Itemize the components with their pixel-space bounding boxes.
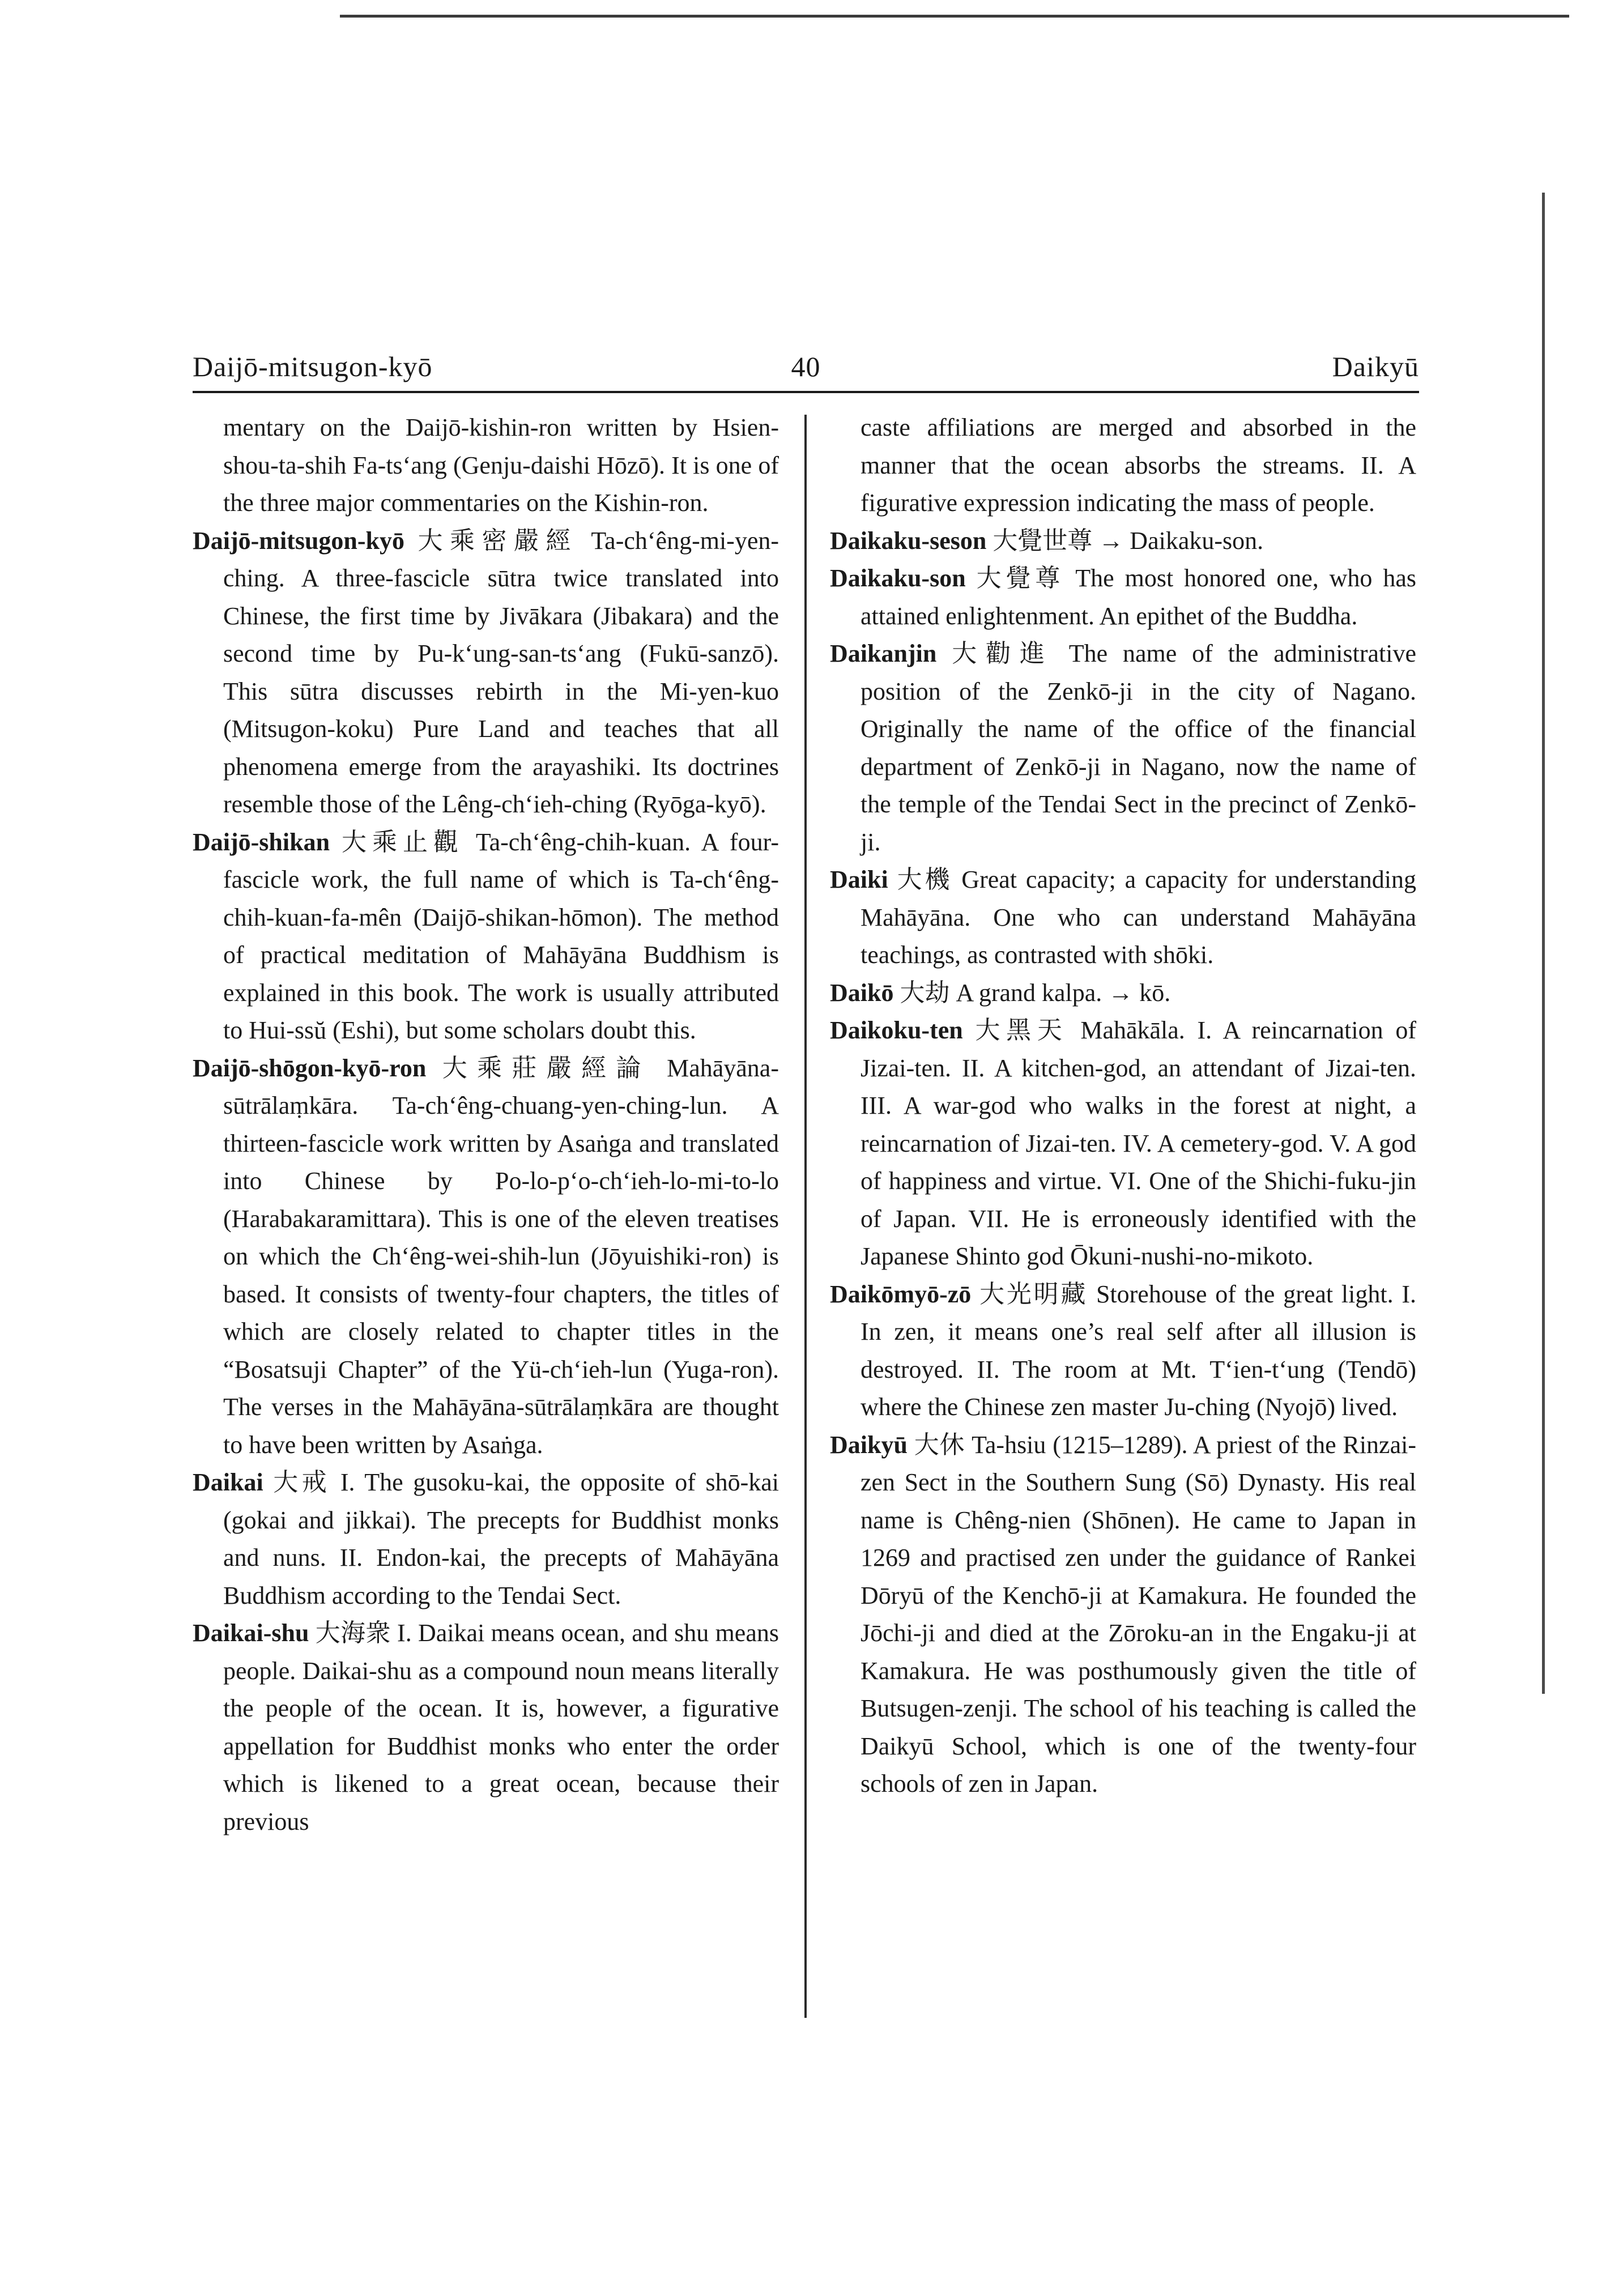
dictionary-entry [193,824,779,1050]
entry-headword: Daikyū [830,1430,908,1459]
dictionary-page [193,340,1419,2096]
entry-headword: Daijō-mitsugon-kyō [193,526,405,555]
column-divider [804,415,807,2018]
entry-headword: Daikaku-seson [830,526,987,555]
running-head-right: Daikyū [1332,351,1419,382]
scan-border-right [1542,193,1545,1694]
running-head-left: Daijō-mitsugon-kyō [193,351,433,382]
entry-headword: Daikōmyō-zō [830,1280,972,1308]
entry-text: 大黑天 Mahākāla. I. A reincarnation of Jizai-ten. II. A kitchen-god, an attendant of Jizai-ten. III. A war-god who walks in the forest at night, a reincarnation of Jizai-ten. IV. A cemetery-god. V. A god of happiness and virtue. VI. One of the Shichi-fuku-jin of Japan. VII. He is erroneously identified with the Japanese Shinto god Ōkuni-nushi-no-mikoto. [861,1016,1417,1270]
entry-text: 大勸進 The name of the administrative position of the Zenkō-ji in the city of Nagano. Originally the name of the office of the financial department of Zenkō-ji in Nagano, now the name of the temple of the Tendai Sect in the precinct of Zenkō-ji. [861,640,1417,856]
dictionary-entry [193,522,779,824]
entry-text: 大乘莊嚴經論 Mahāyāna-sūtrālaṃkāra. Ta-ch‘êng-chuang-yen-ching-lun. A thirteen-fascicle work written by Asaṅga and translated into Chinese by Po-lo-p‘o-ch‘ieh-lo-mi-to-lo (Harabakaramittara). This is one of the eleven treatises on which the Ch‘êng-wei-shih-lun (Jōyuishiki-ron) is based. It consists of twenty-four chapters, the titles of which are closely related to chapter titles in the “Bosatsuji Chapter” of the Yü-ch‘ieh-lun (Yuga-ron). The verses in the Mahāyāna-sūtrālaṃkāra are thought to have been written by Asaṅga. [223,1054,779,1459]
dictionary-entry [193,1050,779,1464]
dictionary-entry [830,1276,1416,1426]
entry-text: mentary on the Daijō-kishin-ron written by Hsien-shou-ta-shih Fa-ts‘ang (Genju-daishi Hōzō). It is one of the three major commentaries on the Kishin-ron. [223,414,779,517]
entry-headword: Daikoku-ten [830,1016,963,1044]
entry-text: 大海衆 I. Daikai means ocean, and shu means people. Daikai-shu as a compound noun means literally the people of the ocean. It is, however, a figurative appellation for Buddhist monks who enter the order which is likened to a great ocean, because their previous [223,1619,779,1835]
entry-continuation [830,409,1416,522]
entry-headword: Daikai-shu [193,1619,309,1647]
entry-text: 大戒 I. The gusoku-kai, the opposite of shō-kai (gokai and jikkai). The precepts for Buddhist monks and nuns. II. Endon-kai, the precepts of Mahāyāna Buddhism according to the Tendai Sect. [223,1468,779,1609]
entry-text: 大光明藏 Storehouse of the great light. I. In zen, it means one’s real self after all illusion is destroyed. II. The room at Mt. T‘ien-t‘ung (Tendō) where the Chinese zen master Ju-ching (Nyojō) lived. [861,1280,1417,1421]
entry-headword: Daiki [830,866,888,893]
entry-headword: Daikanjin [830,640,937,667]
dictionary-entry [193,1464,779,1615]
page-number: 40 [791,351,821,382]
dictionary-entry [830,974,1416,1012]
entry-text: 大乘止觀 Ta-ch‘êng-chih-kuan. A four-fascicle work, the full name of which is Ta-ch‘êng-chih-kuan-fa-mên (Daijō-shikan-hōmon). The method of practical meditation of Mahāyāna Buddhism is explained in this book. The work is usually attributed to Hui-ssŭ (Eshi), but some scholars doubt this. [223,828,779,1044]
text-columns [193,409,1419,2080]
running-head [193,340,1419,393]
entry-headword: Daikō [830,978,894,1007]
entry-text: 大乘密嚴經 Ta-ch‘êng-mi-yen-ching. A three-fascicle sūtra twice translated into Chinese, the first time by Jivākara (Jibakara) and the second time by Pu-k‘ung-san-ts‘ang (Fukū-sanzō). This sūtra discusses rebirth in the Mi-yen-kuo (Mitsugon-koku) Pure Land and teaches that all phenomena emerge from the arayashiki. Its doctrines resemble those of the Lêng-ch‘ieh-ching (Ryōga-kyō). [223,526,779,818]
entry-headword: Daijō-shikan [193,828,330,856]
entry-text: 大機 Great capacity; a capacity for understanding Mahāyāna. One who can understand Mahāyāna teachings, as contrasted with shōki. [861,866,1417,969]
entry-headword: Daikaku-son [830,564,966,592]
entry-text: caste affiliations are merged and absorbed in the manner that the ocean absorbs the streams. II. A figurative expression indicating the mass of people. [861,414,1416,517]
dictionary-entry [830,1012,1416,1276]
entry-text: 大劫 A grand kalpa. → kō. [900,978,1171,1007]
dictionary-entry [830,522,1416,560]
left-column [193,409,779,2080]
entry-continuation [193,409,779,522]
dictionary-entry [193,1615,779,1841]
dictionary-entry [830,861,1416,974]
dictionary-entry [830,560,1416,635]
entry-text: 大休 Ta-hsiu (1215–1289). A priest of the Rinzai-zen Sect in the Southern Sung (Sō) Dynasty. His real name is Chêng-nien (Shōnen). He came to Japan in 1269 and practised zen under the guidance of Rankei Dōryū of the Kenchō-ji at Kamakura. He founded the Jōchi-ji and died at the Zōroku-an in the Engaku-ji at Kamakura. He was posthumously given the title of Butsugen-zenji. The school of his teaching is called the Daikyū School, which is one of the twenty-four schools of zen in Japan. [861,1430,1416,1797]
dictionary-entry [830,1426,1416,1803]
scan-border-top [340,15,1569,18]
entry-headword: Daijō-shōgon-kyō-ron [193,1054,427,1082]
entry-text: 大覺尊 The most honored one, who has attained enlightenment. An epithet of the Buddha. [861,564,1416,630]
dictionary-entry [830,635,1416,861]
right-column [830,409,1416,2080]
entry-text: 大覺世尊 → Daikaku-son. [992,526,1264,555]
entry-headword: Daikai [193,1468,263,1496]
